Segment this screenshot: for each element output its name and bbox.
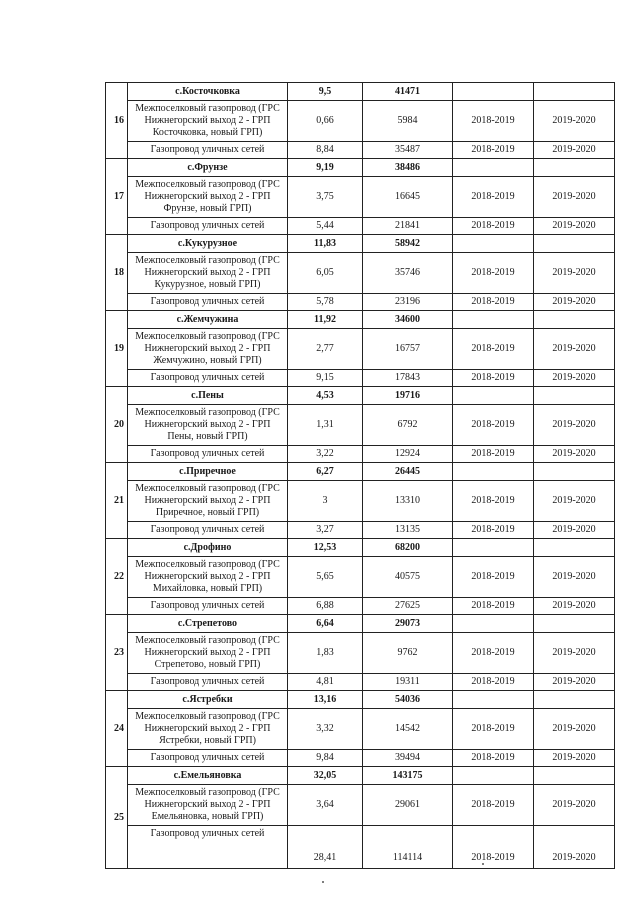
pipeline-row [106,785,615,826]
row-number: 21 [106,463,128,539]
village-name: с.Кукурузное [128,235,288,253]
street-period-start: 2018-2019 [453,294,534,311]
street-period-end: 2019-2020 [534,522,615,539]
pipeline-row [106,633,615,674]
pipeline-cost: 29061 [363,785,453,826]
empty-cell [453,311,534,329]
village-cost: 34600 [363,311,453,329]
street-network-row [106,598,615,615]
pipeline-row [106,101,615,142]
street-length: 9,84 [288,750,363,767]
village-name: с.Пены [128,387,288,405]
pipeline-label: Межпоселковый газопровод (ГРС Нижнегорский выход 2 - ГРП Емельяновка, новый ГРП) [128,785,288,826]
street-network-row [106,750,615,767]
pipeline-row [106,329,615,370]
pipeline-label: Межпоселковый газопровод (ГРС Нижнегорский выход 2 - ГРП Фрунзе, новый ГРП) [128,177,288,218]
street-period-start: 2018-2019 [453,598,534,615]
pipeline-label: Межпоселковый газопровод (ГРС Нижнегорский выход 2 - ГРП Пены, новый ГРП) [128,405,288,446]
village-length: 32,05 [288,767,363,785]
street-length: 3,27 [288,522,363,539]
street-cost: 27625 [363,598,453,615]
street-period-end: 2019-2020 [534,218,615,235]
pipeline-period-end: 2019-2020 [534,557,615,598]
pipeline-period-start: 2018-2019 [453,101,534,142]
village-length: 12,53 [288,539,363,557]
row-number: 22 [106,539,128,615]
village-row [106,463,615,481]
street-cost: 114114 [363,826,453,869]
village-row [106,83,615,101]
pipeline-row [106,557,615,598]
street-cost: 19311 [363,674,453,691]
pipeline-period-start: 2018-2019 [453,785,534,826]
pipeline-length: 3,64 [288,785,363,826]
pipeline-period-end: 2019-2020 [534,253,615,294]
village-cost: 54036 [363,691,453,709]
street-period-start: 2018-2019 [453,218,534,235]
street-period-start: 2018-2019 [453,674,534,691]
pipeline-period-end: 2019-2020 [534,329,615,370]
street-length: 5,44 [288,218,363,235]
street-label: Газопровод уличных сетей [128,142,288,159]
pipeline-period-end: 2019-2020 [534,709,615,750]
row-number: 18 [106,235,128,311]
street-period-start: 2018-2019 [453,750,534,767]
row-number: 17 [106,159,128,235]
street-period-end: 2019-2020 [534,598,615,615]
village-row [106,387,615,405]
street-label: Газопровод уличных сетей [128,446,288,463]
pipeline-label: Межпоселковый газопровод (ГРС Нижнегорский выход 2 - ГРП Приречное, новый ГРП) [128,481,288,522]
village-name: с.Фрунзе [128,159,288,177]
street-cost: 12924 [363,446,453,463]
empty-cell [534,463,615,481]
street-label: Газопровод уличных сетей [128,370,288,387]
empty-cell [453,387,534,405]
street-network-row [106,674,615,691]
street-period-end: 2019-2020 [534,294,615,311]
pipeline-label: Межпоселковый газопровод (ГРС Нижнегорский выход 2 - ГРП Ястребки, новый ГРП) [128,709,288,750]
village-name: с.Стрепетово [128,615,288,633]
street-length: 5,78 [288,294,363,311]
village-name: с.Дрофино [128,539,288,557]
village-row [106,235,615,253]
empty-cell [453,691,534,709]
row-number: 24 [106,691,128,767]
village-cost: 26445 [363,463,453,481]
street-length: 6,88 [288,598,363,615]
street-period-start: 2018-2019 [453,370,534,387]
empty-cell [534,311,615,329]
row-number: 20 [106,387,128,463]
street-period-end: 2019-2020 [534,370,615,387]
pipeline-period-start: 2018-2019 [453,633,534,674]
empty-cell [534,235,615,253]
pipeline-period-start: 2018-2019 [453,709,534,750]
pipeline-row [106,481,615,522]
pipeline-length: 3,32 [288,709,363,750]
pipeline-period-start: 2018-2019 [453,253,534,294]
row-number: 16 [106,83,128,159]
village-row [106,691,615,709]
pipeline-period-start: 2018-2019 [453,557,534,598]
village-row [106,311,615,329]
pipeline-label: Межпоселковый газопровод (ГРС Нижнегорский выход 2 - ГРП Кукурузное, новый ГРП) [128,253,288,294]
village-length: 9,5 [288,83,363,101]
village-name: с.Приречное [128,463,288,481]
empty-cell [534,691,615,709]
village-name: с.Ястребки [128,691,288,709]
village-cost: 41471 [363,83,453,101]
pipeline-period-start: 2018-2019 [453,405,534,446]
village-name: с.Косточковка [128,83,288,101]
pipeline-period-end: 2019-2020 [534,405,615,446]
village-name: с.Емельяновка [128,767,288,785]
street-cost: 35487 [363,142,453,159]
street-label: Газопровод уличных сетей [128,674,288,691]
street-period-end: 2019-2020 [534,674,615,691]
empty-cell [534,767,615,785]
row-number: 19 [106,311,128,387]
row-number: 23 [106,615,128,691]
village-row [106,767,615,785]
street-label: Газопровод уличных сетей [128,750,288,767]
pipeline-period-end: 2019-2020 [534,101,615,142]
pipeline-length: 1,83 [288,633,363,674]
empty-cell [534,387,615,405]
pipeline-row [106,253,615,294]
pipeline-cost: 14542 [363,709,453,750]
pipeline-row [106,405,615,446]
pipeline-cost: 5984 [363,101,453,142]
street-network-row [106,522,615,539]
pipeline-period-end: 2019-2020 [534,177,615,218]
pipeline-length: 2,77 [288,329,363,370]
table-body [106,83,615,869]
row-number: 25 [106,767,128,869]
empty-cell [453,539,534,557]
street-period-start: 2018-2019 [453,522,534,539]
street-network-row [106,142,615,159]
pipeline-row [106,709,615,750]
pipeline-cost: 13310 [363,481,453,522]
pipeline-length: 5,65 [288,557,363,598]
pipeline-length: 3 [288,481,363,522]
street-cost: 21841 [363,218,453,235]
empty-cell [534,159,615,177]
village-cost: 58942 [363,235,453,253]
pipeline-label: Межпоселковый газопровод (ГРС Нижнегорский выход 2 - ГРП Михайловка, новый ГРП) [128,557,288,598]
pipeline-cost: 16645 [363,177,453,218]
street-length: 3,22 [288,446,363,463]
empty-cell [453,83,534,101]
village-cost: 68200 [363,539,453,557]
scan-speck [322,881,324,883]
empty-cell [534,83,615,101]
village-length: 11,92 [288,311,363,329]
village-length: 11,83 [288,235,363,253]
village-length: 13,16 [288,691,363,709]
village-length: 4,53 [288,387,363,405]
village-length: 6,64 [288,615,363,633]
empty-cell [453,767,534,785]
street-label: Газопровод уличных сетей [128,826,288,869]
empty-cell [534,615,615,633]
street-cost: 17843 [363,370,453,387]
pipeline-label: Межпоселковый газопровод (ГРС Нижнегорский выход 2 - ГРП Косточковка, новый ГРП) [128,101,288,142]
street-network-row [106,826,615,869]
pipeline-cost: 16757 [363,329,453,370]
street-length: 4,81 [288,674,363,691]
street-network-row [106,218,615,235]
pipeline-cost: 6792 [363,405,453,446]
pipeline-length: 0,66 [288,101,363,142]
gasification-table [105,82,615,869]
village-row [106,539,615,557]
scan-speck [482,863,484,865]
pipeline-period-end: 2019-2020 [534,633,615,674]
pipeline-period-start: 2018-2019 [453,481,534,522]
pipeline-cost: 9762 [363,633,453,674]
street-length: 9,15 [288,370,363,387]
empty-cell [453,463,534,481]
street-period-start: 2018-2019 [453,142,534,159]
pipeline-length: 6,05 [288,253,363,294]
street-length: 8,84 [288,142,363,159]
pipeline-cost: 35746 [363,253,453,294]
pipeline-period-end: 2019-2020 [534,785,615,826]
street-period-end: 2019-2020 [534,826,615,869]
pipeline-period-start: 2018-2019 [453,177,534,218]
street-cost: 13135 [363,522,453,539]
pipeline-length: 3,75 [288,177,363,218]
street-network-row [106,370,615,387]
street-length: 28,41 [288,826,363,869]
empty-cell [453,159,534,177]
street-label: Газопровод уличных сетей [128,294,288,311]
pipeline-row [106,177,615,218]
village-name: с.Жемчужина [128,311,288,329]
street-period-start: 2018-2019 [453,826,534,869]
village-row [106,159,615,177]
village-cost: 29073 [363,615,453,633]
village-cost: 38486 [363,159,453,177]
pipeline-period-end: 2019-2020 [534,481,615,522]
street-label: Газопровод уличных сетей [128,522,288,539]
village-length: 6,27 [288,463,363,481]
pipeline-period-start: 2018-2019 [453,329,534,370]
pipeline-cost: 40575 [363,557,453,598]
village-cost: 143175 [363,767,453,785]
empty-cell [453,615,534,633]
street-period-end: 2019-2020 [534,446,615,463]
street-network-row [106,446,615,463]
pipeline-length: 1,31 [288,405,363,446]
village-cost: 19716 [363,387,453,405]
street-cost: 23196 [363,294,453,311]
village-row [106,615,615,633]
street-label: Газопровод уличных сетей [128,598,288,615]
street-network-row [106,294,615,311]
street-period-start: 2018-2019 [453,446,534,463]
street-period-end: 2019-2020 [534,750,615,767]
street-period-end: 2019-2020 [534,142,615,159]
pipeline-label: Межпоселковый газопровод (ГРС Нижнегорский выход 2 - ГРП Стрепетово, новый ГРП) [128,633,288,674]
empty-cell [534,539,615,557]
pipeline-label: Межпоселковый газопровод (ГРС Нижнегорский выход 2 - ГРП Жемчужино, новый ГРП) [128,329,288,370]
empty-cell [453,235,534,253]
village-length: 9,19 [288,159,363,177]
street-label: Газопровод уличных сетей [128,218,288,235]
street-cost: 39494 [363,750,453,767]
